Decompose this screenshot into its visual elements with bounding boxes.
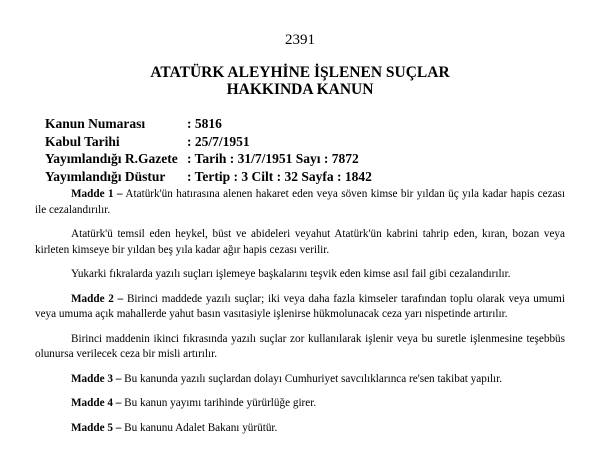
madde-label: Madde 1 – [71,188,123,200]
meta-value: : 5816 [187,116,222,131]
paragraph-text: Bu kanunu Adalet Bakanı yürütür. [121,421,278,434]
document-title [0,64,600,98]
meta-label: Yayımlandığı R.Gazete [45,151,178,166]
madde-label: Madde 3 – [71,372,122,385]
page-number: 2391 [285,32,315,48]
paragraph-text: Birinci maddenin ikinci fıkrasında yazılı suçlar zor kullanılarak işlenir veya bu suretle işlenmesine teşebbüs olunursa verilecek ceza bir misli artırılır. [35,332,565,360]
meta-row-kanun-numarasi [45,115,372,133]
meta-row-dustur [45,168,372,186]
meta-label: Yayımlandığı Düstur [45,168,166,184]
paragraph-text: Bu kanunda yazılı suçlardan dolayı Cumhuriyet savcılıklarınca re'sen takibat yapılır. [121,372,503,385]
paragraph-madde-1-fikra-2 [35,227,565,258]
paragraph-madde-2-fikra-2 [35,332,565,363]
madde-label: Madde 2 – [71,292,124,305]
paragraph-text: Yukarki fıkralarda yazılı suçları işlemeye başkalarını teşvik eden kimse asıl fail gibi cezalandırılır. [71,268,511,280]
paragraph-text: Atatürk'ün hatırasına alenen hakaret eden veya söven kimse bir yıldan üç yıla kadar hapis cezası ile cezalandırılır. [35,188,566,216]
paragraph-text: Birinci maddede yazılı suçlar; iki veya daha fazla kimseler tarafından toplu olarak veya umumi veya umuma açık mahallerde yahut basın vasıtasiyle işlenirse hükmolunacak ceza yarı nispetinde artırılır. [35,292,565,320]
paragraph-madde-5 [35,421,565,437]
title-line-1: ATATÜRK ALEYHİNE İŞLENEN SUÇLAR [150,64,450,81]
law-metadata [45,115,372,185]
paragraph-text: Atatürk'ü temsil eden heykel, büst ve abideleri veyahut Atatürk'ün kabrini tahrip eden, kıran, bozan veya kirleten kimseye bir yıldan beş yıla kadar ağır hapis cezası verilir. [35,228,565,256]
meta-label: Kanun Numarası [45,116,146,131]
paragraph-madde-1-fikra-3 [35,267,565,283]
madde-label: Madde 4 – [71,397,122,409]
law-body [35,187,565,445]
title-line-2: HAKKINDA KANUN [226,81,374,98]
paragraph-madde-3 [35,372,565,388]
meta-label: Kabul Tarihi [45,133,120,149]
meta-value: : 25/7/1951 [187,133,250,149]
paragraph-madde-1 [35,187,565,218]
meta-value: : Tarih : 31/7/1951 Sayı : 7872 [187,151,359,166]
paragraph-madde-2 [35,292,565,323]
meta-row-kabul-tarihi [45,133,372,151]
paragraph-madde-4 [35,396,565,412]
paragraph-text: Bu kanun yayımı tarihinde yürürlüğe girer. [121,397,317,409]
meta-row-resmi-gazete [45,150,372,168]
madde-label: Madde 5 – [71,421,122,434]
meta-value: : Tertip : 3 Cilt : 32 Sayfa : 1842 [187,168,372,184]
